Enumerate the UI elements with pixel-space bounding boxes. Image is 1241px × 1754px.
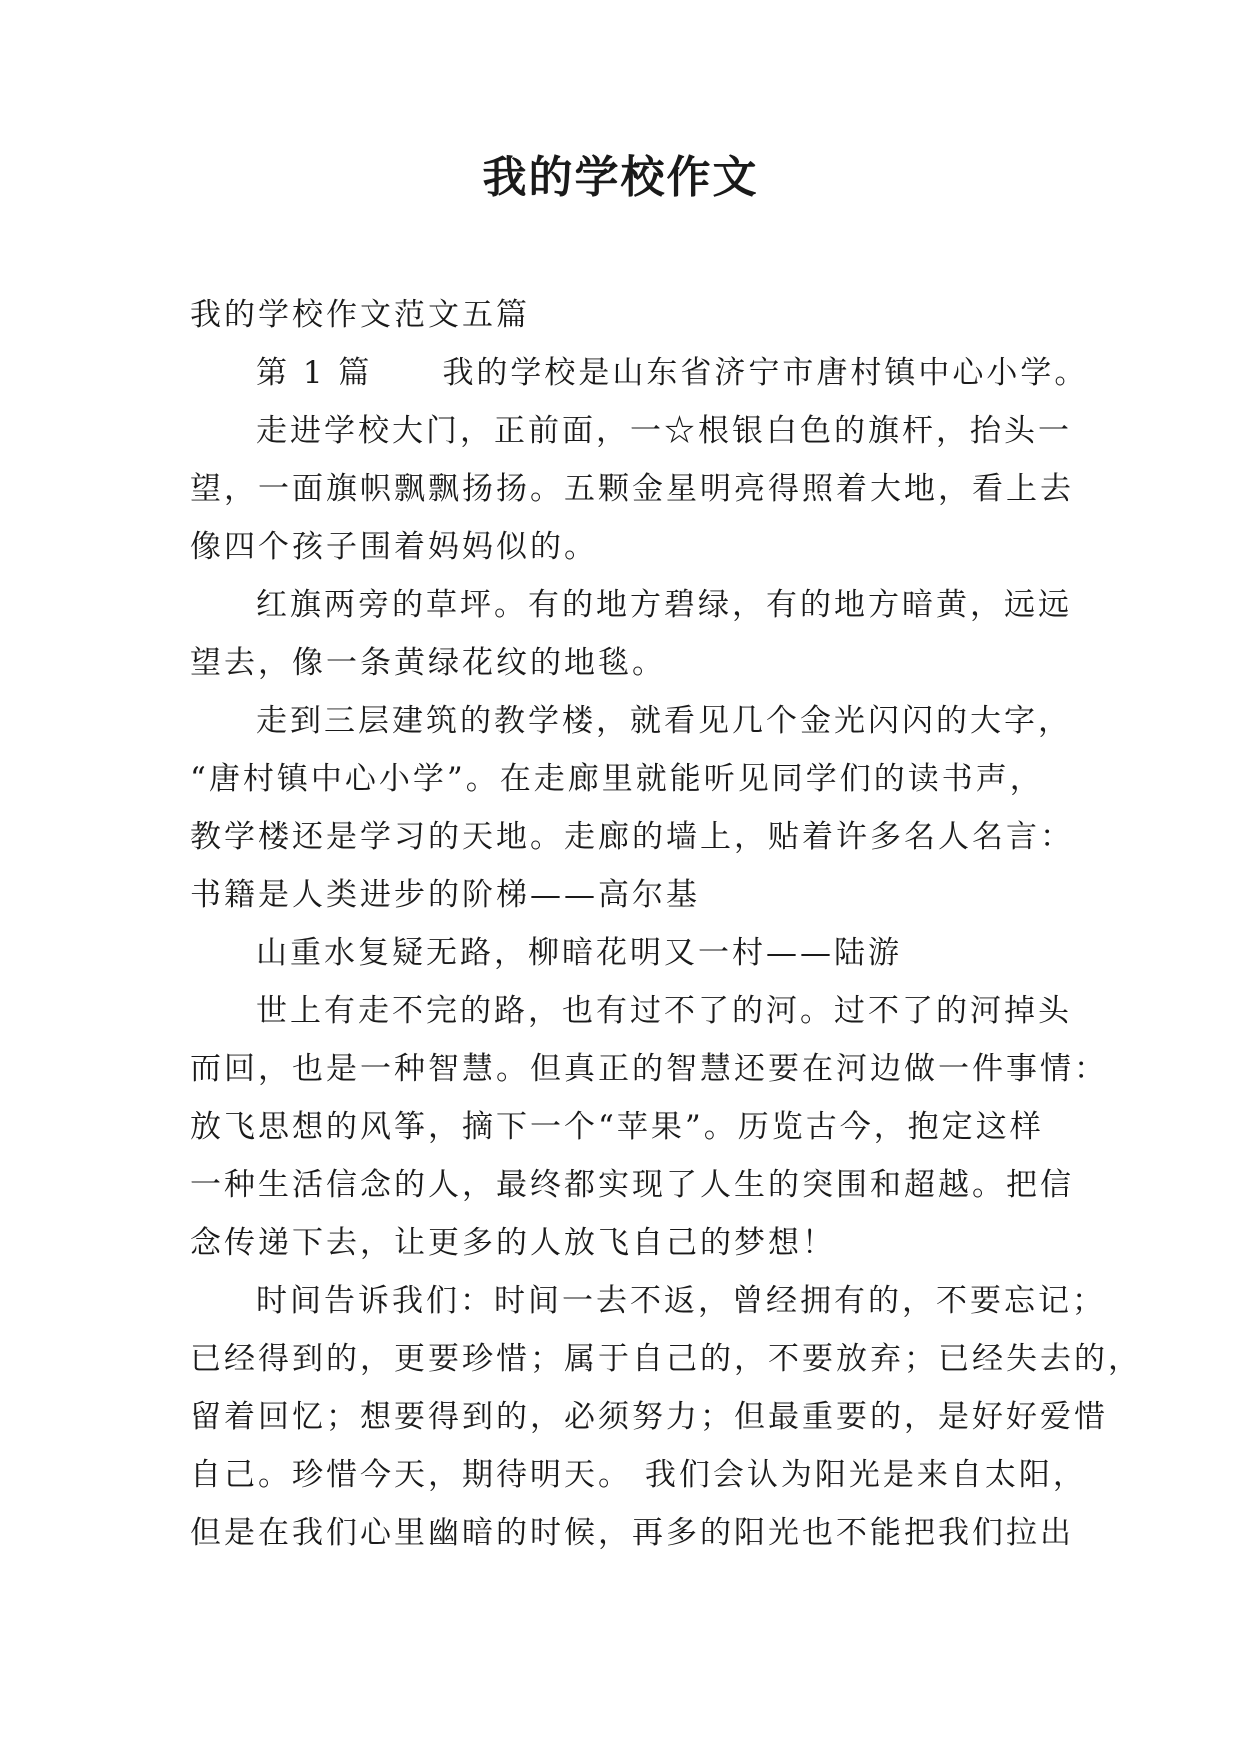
paragraph-line: “唐村镇中心小学”。在走廊里就能听见同学们的读书声，: [190, 761, 1044, 797]
paragraph-line: 留着回忆；想要得到的，必须努力；但最重要的，是好好爱惜: [190, 1399, 1108, 1435]
paragraph-line: 已经得到的，更要珍惜；属于自己的，不要放弃；已经失去的，: [190, 1341, 1142, 1377]
paragraph-line: 走进学校大门，正前面，一☆根银白色的旗杆，抬头一: [256, 413, 1072, 449]
paragraph-line: 走到三层建筑的教学楼，就看见几个金光闪闪的大字，: [256, 703, 1072, 739]
paragraph-line: 望，一面旗帜飘飘扬扬。五颗金星明亮得照着大地，看上去: [190, 471, 1074, 507]
paragraph-line: 而回，也是一种智慧。但真正的智慧还要在河边做一件事情：: [190, 1051, 1108, 1087]
paragraph-line: 红旗两旁的草坪。有的地方碧绿，有的地方暗黄，远远: [256, 587, 1072, 623]
paragraph-line: 放飞思想的风筝，摘下一个“苹果”。历览古今，抱定这样: [190, 1109, 1044, 1145]
paragraph-line-first: [190, 344, 1089, 402]
paragraph-line: 时间告诉我们：时间一去不返，曾经拥有的，不要忘记；: [256, 1283, 1106, 1319]
paragraph-line-text: 我的学校是山东省济宁市唐村镇中心小学。: [442, 355, 1089, 391]
quote-line: 书籍是人类进步的阶梯——高尔基: [190, 877, 700, 913]
section-label: 第 1 篇: [256, 355, 373, 391]
paragraph-line: 但是在我们心里幽暗的时候，再多的阳光也不能把我们拉出: [190, 1515, 1074, 1551]
document-title: 我的学校作文: [482, 152, 759, 203]
paragraph-line: 教学楼还是学习的天地。走廊的墙上，贴着许多名人名言：: [190, 819, 1074, 855]
paragraph-line: 一种生活信念的人，最终都实现了人生的突围和超越。把信: [190, 1167, 1074, 1203]
document-body: [190, 286, 1142, 1562]
paragraph-line: 像四个孩子围着妈妈似的。: [190, 529, 598, 565]
paragraph-line: 念传递下去，让更多的人放飞自己的梦想！: [190, 1225, 836, 1261]
paragraph-line: 世上有走不完的路，也有过不了的河。过不了的河掉头: [256, 993, 1072, 1029]
paragraph-line: 自己。珍惜今天，期待明天。 我们会认为阳光是来自太阳，: [190, 1457, 1087, 1493]
document-subtitle: 我的学校作文范文五篇: [190, 297, 530, 333]
paragraph-line: 望去，像一条黄绿花纹的地毯。: [190, 645, 666, 681]
quote-line: 山重水复疑无路，柳暗花明又一村——陆游: [256, 935, 902, 971]
